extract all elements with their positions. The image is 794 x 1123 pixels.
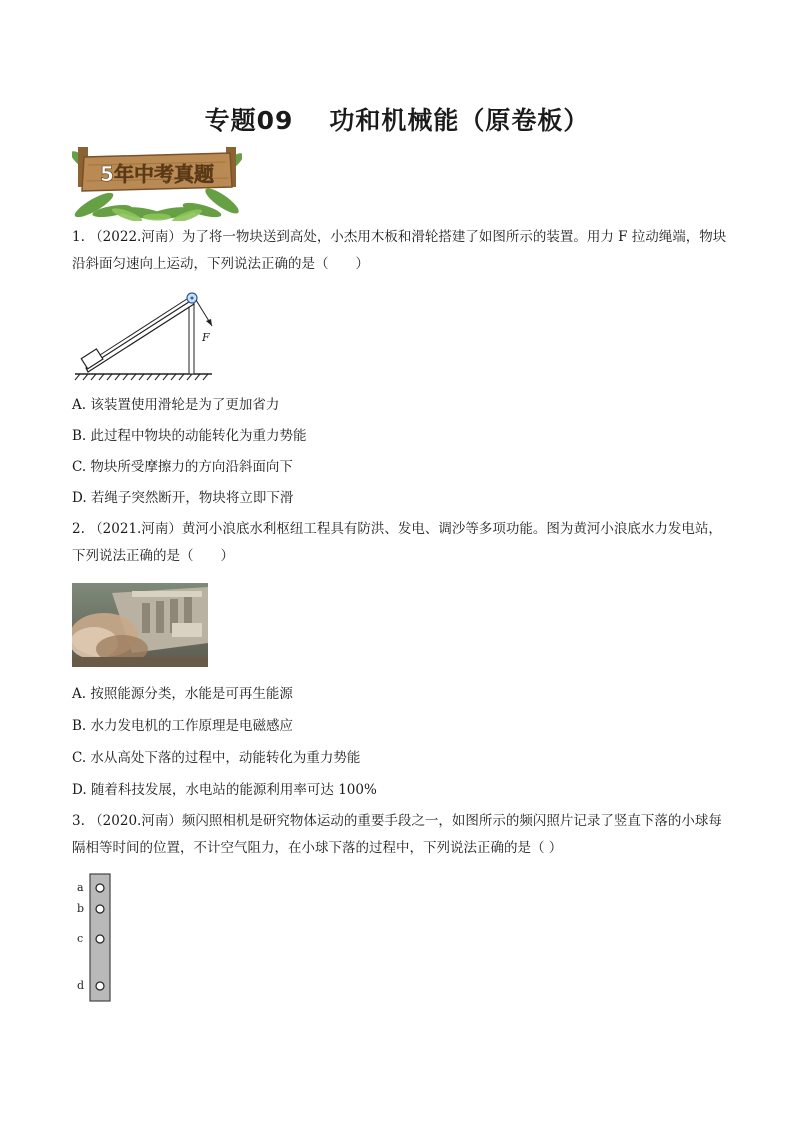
page-title xyxy=(0,101,794,137)
question-2-stem: 2. （2021.河南）黄河小浪底水利枢纽工程具有防洪、发电、调沙等多项功能。图为黄河小浪底水力发电站，下列说法正确的是（ ） xyxy=(72,521,722,564)
title-topic-name: 功和机械能（原卷板） xyxy=(329,106,590,135)
question-3-figure-strobe-photo xyxy=(72,872,116,1004)
q1-option-b: B. 此过程中物块的动能转化为重力势能 xyxy=(72,428,307,444)
ball-label-a: a xyxy=(77,881,84,894)
q2-option-b: B. 水力发电机的工作原理是电磁感应 xyxy=(72,718,294,734)
q2-option-a: A. 按照能源分类，水能是可再生能源 xyxy=(72,686,293,702)
badge-text: 5年中考真题 xyxy=(100,162,214,186)
q2-option-d: D. 随着科技发展，水电站的能源利用率可达 100% xyxy=(72,782,377,798)
force-label-f: F xyxy=(202,331,210,344)
q2-option-c: C. 水从高处下落的过程中，动能转化为重力势能 xyxy=(72,750,361,766)
q1-option-d: D. 若绳子突然断开，物块将立即下滑 xyxy=(72,490,294,506)
leaf-sign-graphic xyxy=(72,143,242,221)
ball-label-d: d xyxy=(77,979,85,992)
question-2-photo-hydropower-station xyxy=(72,583,208,667)
title-topic-number: 专题09 xyxy=(204,106,294,135)
q1-option-c: C. 物块所受摩擦力的方向沿斜面向下 xyxy=(72,459,293,475)
question-1-stem: 1. （2022.河南）为了将一物块送到高处，小杰用木板和滑轮搭建了如图所示的装置。用力 F 拉动绳端，物块沿斜面匀速向上运动，下列说法正确的是（ ） xyxy=(72,229,727,272)
ball-label-b: b xyxy=(77,902,85,915)
question-3-stem: 3. （2020.河南）频闪照相机是研究物体运动的重要手段之一，如图所示的频闪照片记录了竖直下落的小球每隔相等时间的位置，不计空气阻力，在小球下落的过程中，下列说法正确的是（ ） xyxy=(72,813,722,856)
ball-label-c: c xyxy=(77,932,84,945)
question-1-figure-incline-pulley xyxy=(72,286,217,382)
q1-option-a: A. 该装置使用滑轮是为了更加省力 xyxy=(72,397,280,413)
section-badge xyxy=(72,143,242,221)
